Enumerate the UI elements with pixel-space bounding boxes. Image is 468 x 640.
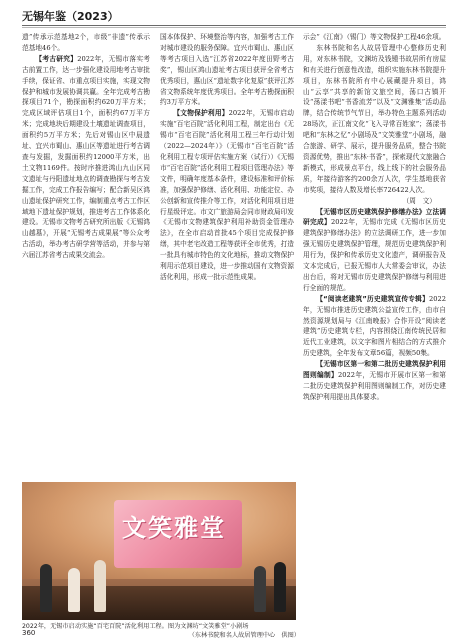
theater-photo <box>22 482 296 620</box>
paragraph <box>303 359 446 403</box>
paragraph: 东林书院和名人故居管理中心整修历史利用，对东林书院，文渊坊及钱锺书故居所有房屋和有关进行创意性改造，组织实施东林书院提升项目，东林书院所有中心展藏提升项目，鸿山“云享”共享的新馆文旅空间，荡口古镇开设“荡漾书吧”书香流芳”以及“文渊雅集”活动品牌，结合传统节气节日，举办特色主题系列活动28场次，正江南文化“飞入寻常百姓家”；荡漾书吧和“东林之忆”小剧场及“文笑雅堂”小剧场，融合旅游、研学、展示，提升服务品质，整合书院资源优势，推出“东林·书香”，探索现代文旅融合新模式，形成景点平台，线上线下的社会服务品质，年接待游客约200余万人次，学生基地获省市奖项，接待人数及增长率726422人次。 <box>303 43 446 194</box>
paragraph-body: 2022年，无锡市完成《无锡市区历史建筑保护修缮办法》的立法调研工作，进一步加强无锡历史建筑保护管理，规范历史建筑保护利用行为，保护和传承历史文化遗产，调研报告及文本完成后，已报无锡市人大常委会审议，办法出台后，将对无锡市历史建筑保护修缮与利用进行全面的规范。 <box>303 218 446 292</box>
paragraph-body: 2022年，无锡市推进历史建筑公益宣传工作，由市自然资源规划局与《江南晚报》合作开设“阅读老建筑”历史建筑专栏，内容围绕江南传统民居和近代工业建筑，以文字和图片相结合的方式推介历史建筑，全年发布文章56篇，视频50集。 <box>303 294 446 358</box>
paragraph-body: 2022年，无锡市落实考古前置工作，达一步强化建设用地考古审批手续，保证省、市重点项目实施，实现文物保护和城市发展协调共赢。全年完成考古勘探项目71个，勘探面积约620万平方米；完成区域评估项目1个，面积约67万平方米；完成地块后期建设土壤遗址调查项目，面积约5万平方米；先后对锡山区中晨遗址、宜兴市蜀山、惠山区等遗址进行考古调查与发掘，发掘面积约12000平方米，出土文物1169件。按时序推进鸿山九山区同文遗址与丹阳遗址地点的调查勘探与考古发掘工作，完成工作报告编写；配合新吴区鸿山遗址保护研究工作，编制重点考古工作区域地下遗址保护规划，推进考古工作体系化建设。无锡市文物考古研究所出版《无锡鸿山越墓》，开展“无锡考古成果展”等公众考古活动，举办考古研学营等活动，并参与第六届江苏省考古成果交流会。 <box>22 54 150 260</box>
caption-credit: （东林书院和名人故居管理中心 供图） <box>188 632 300 639</box>
header-rule-thin <box>22 27 446 28</box>
person-figure <box>254 566 266 612</box>
paragraph <box>22 54 150 261</box>
paragraph: 遗”传承示范基地2个，市级“非遗”传承示范基地46个。 <box>22 33 150 52</box>
paragraph <box>303 294 446 359</box>
person-figure <box>94 560 106 612</box>
running-header: 无锡年鉴（2023） <box>22 10 119 23</box>
person-figure <box>68 568 80 612</box>
text-column-3 <box>303 32 446 604</box>
person-figure <box>40 564 52 612</box>
text-column-1 <box>22 32 150 480</box>
caption-text: 2022年，无锡市启动实施“百宅百院”活化利用工程。图为文渊坊“文笑雅堂”小剧场 <box>22 623 249 630</box>
page-number: 360 <box>22 629 36 637</box>
person-figure <box>274 562 286 612</box>
paragraph: 国本体保护、环境整治等内容，加强考古工作对城市建设的服务保障。宜兴市蜀山、惠山区等考古项目入选“江苏省2022年度田野考古奖”，锡山区鸿山遗址考古项目获评全省考古优秀项目，惠山区“遗址数字化复原”获评江苏省文物系统年度优秀项目。全年考古勘探面积约3万平方米。 <box>160 33 294 107</box>
section-heading: 【“阅读老建筑”历史建筑宣传专辑】 <box>316 294 429 303</box>
header-rule <box>22 25 446 26</box>
author-byline: （周 文） <box>402 196 436 205</box>
section-heading: 【无锡市区第一和第二批历史建筑保护利用图则编制】 <box>303 360 446 380</box>
paragraph-body: 2022年，无锡市开展市区第一和第二批历史建筑保护利用图则编制工作，对历史建筑保护利用提出具体要求。 <box>303 371 446 401</box>
section-heading: 【文物保护利用】 <box>173 109 229 118</box>
paragraph: 示会”《江南》（锡门）等文物保护工程46余项。 <box>303 33 446 41</box>
paragraph <box>160 108 294 283</box>
section-heading: 【无锡市区历史建筑保护修缮办法》立法调研完成】 <box>303 207 446 227</box>
paragraph <box>303 207 446 294</box>
sign-lettering: 文笑雅堂 <box>122 513 226 542</box>
section-heading: 【考古研究】 <box>35 54 78 63</box>
paragraph-body: 2022年，无锡市启动实施“百宅百院”活化利用工程，制定出台《无锡市“百宅百院”活化利用工程三年行动计划（2022—2024年）》（无锡市“百宅百院”活化利用工程专项评估实施方案（试行））《无锡市“百宅百院”活化利用工程项目管理办法》等文件，明确年度基本条件，建设标准和评价标准，加强保护修缮、活化利用、功能定位、办公创新和宣传推介等工作，对活化利用项目进行星级评定。市文广旅游局会同市财政局印发《无锡市文物建筑保护利用补助资金管理办法》，在全市启动首批45个项目完成保护修缮，其中老宅改造工程等获评全市优秀，打造一批具有城市特色的文化地标，推动文物保护利用示范项目建设，进一步推动国有文物资源活化利用，形成一批示范性成果。 <box>160 109 294 281</box>
text-column-2 <box>160 32 294 480</box>
